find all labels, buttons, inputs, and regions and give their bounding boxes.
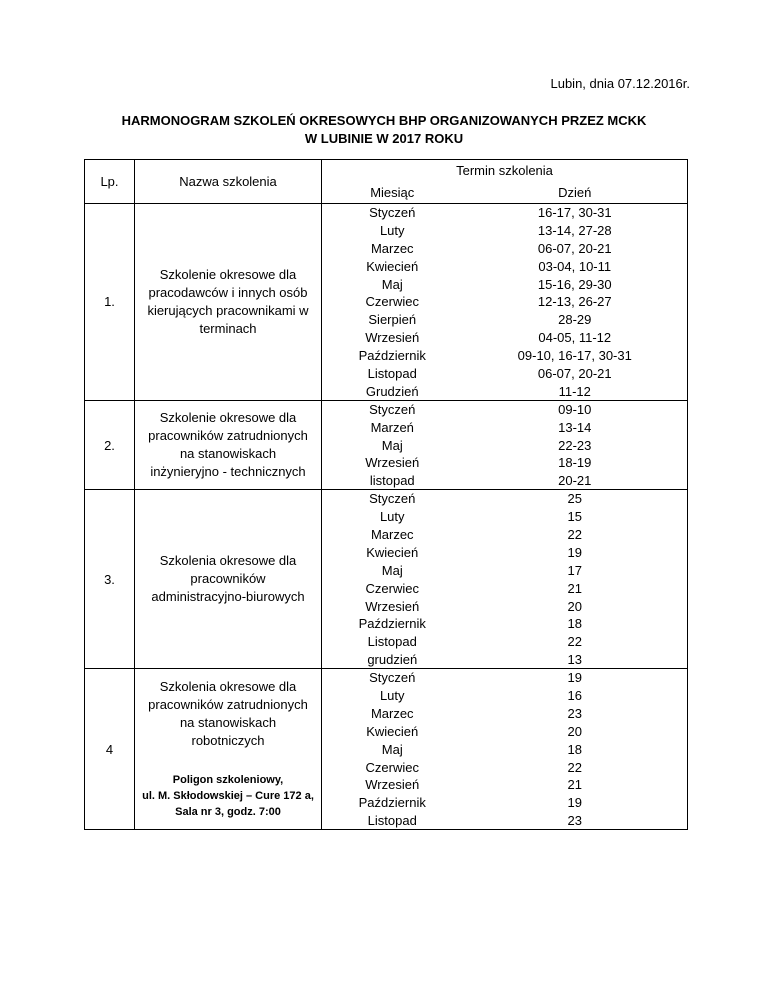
training-name [135, 669, 322, 830]
month-cell: Maj [322, 436, 463, 454]
group-number: 1. [85, 204, 135, 401]
group-number: 3. [85, 490, 135, 669]
day-cell: 18 [463, 615, 688, 633]
day-cell: 04-05, 11-12 [463, 329, 688, 347]
day-cell: 20-21 [463, 472, 688, 490]
month-cell: Październik [322, 794, 463, 812]
month-cell: Styczeń [322, 490, 463, 508]
month-cell: Luty [322, 687, 463, 705]
month-cell: Marzeń [322, 418, 463, 436]
month-cell: Wrzesień [322, 454, 463, 472]
month-cell: Październik [322, 347, 463, 365]
table-row [85, 204, 688, 222]
note-line: Sala nr 3, godz. 7:00 [175, 806, 281, 819]
day-cell: 23 [463, 812, 688, 830]
month-cell: Wrzesień [322, 597, 463, 615]
day-cell: 09-10, 16-17, 30-31 [463, 347, 688, 365]
day-cell: 11-12 [463, 382, 688, 400]
day-cell: 13-14 [463, 418, 688, 436]
day-cell: 22 [463, 758, 688, 776]
day-cell: 06-07, 20-21 [463, 365, 688, 383]
header-term: Termin szkolenia [322, 160, 688, 182]
header-lp: Lp. [85, 160, 135, 204]
month-cell: Wrzesień [322, 329, 463, 347]
day-cell: 20 [463, 597, 688, 615]
training-name-line: na stanowiskach [179, 715, 277, 731]
day-cell: 16 [463, 687, 688, 705]
month-cell: Czerwiec [322, 293, 463, 311]
day-cell: 15 [463, 508, 688, 526]
day-cell: 09-10 [463, 400, 688, 418]
training-name-line: terminach [199, 320, 257, 336]
training-name-line: Szkolenie okresowe dla [159, 410, 297, 426]
month-cell: Styczeń [322, 400, 463, 418]
month-cell: Listopad [322, 812, 463, 830]
month-cell: Listopad [322, 365, 463, 383]
month-cell: Maj [322, 275, 463, 293]
day-cell: 19 [463, 669, 688, 687]
day-cell: 22-23 [463, 436, 688, 454]
training-name-line: pracowników zatrudnionych [148, 428, 308, 444]
day-cell: 22 [463, 633, 688, 651]
day-cell: 13-14, 27-28 [463, 221, 688, 239]
month-cell: Kwiecień [322, 722, 463, 740]
training-name [135, 490, 322, 669]
month-cell: Czerwiec [322, 758, 463, 776]
header-day: Dzień [463, 182, 688, 204]
title-line-2: W LUBINIE W 2017 ROKU [304, 131, 464, 146]
place-date: Lubin, dnia 07.12.2016r. [550, 76, 690, 91]
note-line: ul. M. Skłodowskiej – Cure 172 a, [142, 790, 314, 803]
group-number: 4 [85, 669, 135, 830]
day-cell: 22 [463, 526, 688, 544]
day-cell: 15-16, 29-30 [463, 275, 688, 293]
table-row [85, 669, 688, 687]
training-name [135, 204, 322, 401]
month-cell: Marzec [322, 526, 463, 544]
training-name-line: robotniczych [191, 733, 265, 749]
month-cell: Kwiecień [322, 543, 463, 561]
day-cell: 12-13, 26-27 [463, 293, 688, 311]
month-cell: Styczeń [322, 204, 463, 222]
day-cell: 18 [463, 740, 688, 758]
month-cell: Listopad [322, 633, 463, 651]
day-cell: 28-29 [463, 311, 688, 329]
note-line: Poligon szkoleniowy, [172, 774, 284, 787]
training-name-line: administracyjno-biurowych [151, 589, 305, 605]
month-cell: Maj [322, 740, 463, 758]
schedule-body [85, 204, 688, 830]
month-cell: listopad [322, 472, 463, 490]
month-cell: Grudzień [322, 382, 463, 400]
day-cell: 20 [463, 722, 688, 740]
day-cell: 13 [463, 651, 688, 669]
title-line-1: HARMONOGRAM SZKOLEŃ OKRESOWYCH BHP ORGANIZOWANYCH PRZEZ MCKK [121, 113, 647, 128]
training-name-line: kierujących pracownikami w [147, 302, 309, 318]
training-name-line: pracowników zatrudnionych [148, 697, 308, 713]
training-name-line: na stanowiskach [179, 446, 277, 462]
schedule-table [84, 159, 688, 830]
header-name: Nazwa szkolenia [135, 160, 322, 204]
month-cell: Luty [322, 221, 463, 239]
day-cell: 18-19 [463, 454, 688, 472]
month-cell: grudzień [322, 651, 463, 669]
month-cell: Styczeń [322, 669, 463, 687]
table-row [85, 490, 688, 508]
month-cell: Marzec [322, 704, 463, 722]
day-cell: 06-07, 20-21 [463, 239, 688, 257]
day-cell: 21 [463, 579, 688, 597]
day-cell: 19 [463, 794, 688, 812]
training-name-line: Szkolenia okresowe dla [159, 553, 297, 569]
month-cell: Kwiecień [322, 257, 463, 275]
day-cell: 16-17, 30-31 [463, 204, 688, 222]
month-cell: Marzec [322, 239, 463, 257]
day-cell: 19 [463, 543, 688, 561]
month-cell: Październik [322, 615, 463, 633]
day-cell: 17 [463, 561, 688, 579]
document-title [0, 112, 768, 148]
training-name-line: pracowników [190, 571, 266, 587]
month-cell: Wrzesień [322, 776, 463, 794]
training-name [135, 400, 322, 489]
month-cell: Maj [322, 561, 463, 579]
training-name-line: Szkolenia okresowe dla [159, 679, 297, 695]
training-name-line: Szkolenie okresowe dla [159, 266, 297, 282]
month-cell: Sierpień [322, 311, 463, 329]
day-cell: 23 [463, 704, 688, 722]
group-number: 2. [85, 400, 135, 489]
header-month: Miesiąc [322, 182, 463, 204]
month-cell: Czerwiec [322, 579, 463, 597]
table-row [85, 400, 688, 418]
training-name-line: pracodawców i innych osób [148, 284, 308, 300]
day-cell: 25 [463, 490, 688, 508]
training-location-note [135, 772, 321, 820]
month-cell: Luty [322, 508, 463, 526]
day-cell: 21 [463, 776, 688, 794]
day-cell: 03-04, 10-11 [463, 257, 688, 275]
training-name-line: inżynieryjno - technicznych [150, 464, 306, 480]
